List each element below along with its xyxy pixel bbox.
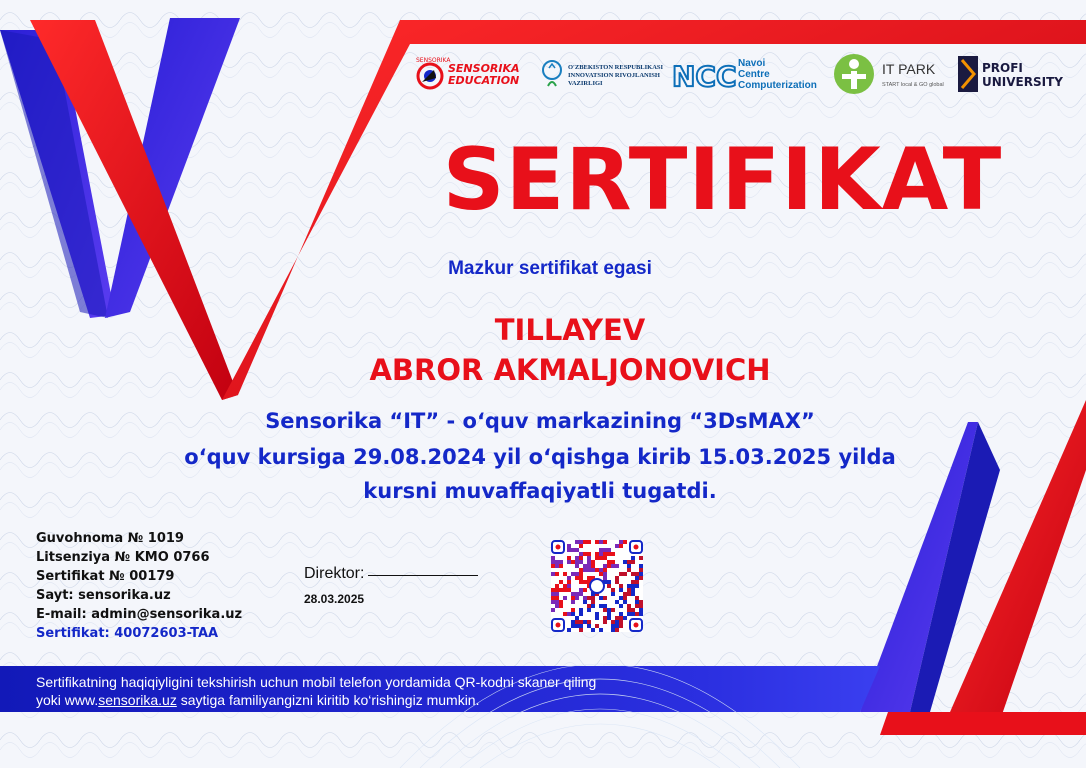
- it-park-tagline: START local & GO global: [882, 82, 944, 88]
- qr-module: [583, 600, 587, 604]
- qr-module: [571, 560, 575, 564]
- qr-finder-dot: [556, 545, 561, 550]
- qr-module: [555, 600, 559, 604]
- qr-module: [551, 592, 555, 596]
- qr-module: [599, 596, 603, 600]
- qr-module: [587, 552, 591, 556]
- qr-module: [583, 580, 587, 584]
- qr-module: [571, 572, 575, 576]
- qr-module: [567, 612, 571, 616]
- qr-module: [623, 560, 627, 564]
- qr-module: [639, 564, 643, 568]
- qr-module: [603, 572, 607, 576]
- qr-module: [627, 592, 631, 596]
- qr-module: [571, 612, 575, 616]
- it-park-logo: [834, 52, 952, 96]
- qr-module: [555, 584, 559, 588]
- qr-module: [599, 604, 603, 608]
- qr-module: [583, 552, 587, 556]
- ncc-line2: Centre: [738, 69, 770, 80]
- body-line-2: o‘quv kursiga 29.08.2024 yil o‘qishga kirib 15.03.2025 yilda: [184, 445, 896, 469]
- qr-module: [599, 628, 603, 632]
- qr-module: [591, 628, 595, 632]
- qr-module: [607, 580, 611, 584]
- qr-module: [631, 592, 635, 596]
- qr-module: [591, 604, 595, 608]
- qr-module: [591, 568, 595, 572]
- partner-logos: [412, 52, 1082, 96]
- website-text: Sayt: sensorika.uz: [36, 588, 171, 603]
- qr-module: [639, 612, 643, 616]
- qr-module: [579, 592, 583, 596]
- qr-module: [623, 540, 627, 544]
- qr-module: [575, 624, 579, 628]
- guvohnoma-text: Guvohnoma № 1019: [36, 531, 184, 546]
- qr-module: [567, 576, 571, 580]
- qr-module: [639, 576, 643, 580]
- sensorika-line2: EDUCATION: [448, 74, 520, 87]
- qr-module: [611, 608, 615, 612]
- ministry-line2: INNOVATSION RIVOJLANISH: [568, 72, 660, 79]
- qr-module: [579, 572, 583, 576]
- qr-module: [603, 596, 607, 600]
- qr-module: [571, 596, 575, 600]
- litsenziya-text: Litsenziya № KMO 0766: [36, 550, 210, 565]
- qr-module: [579, 556, 583, 560]
- qr-module: [599, 548, 603, 552]
- qr-module: [603, 548, 607, 552]
- qr-module: [575, 560, 579, 564]
- qr-module: [607, 612, 611, 616]
- qr-module: [559, 560, 563, 564]
- qr-module: [615, 624, 619, 628]
- qr-module: [555, 572, 559, 576]
- qr-module: [583, 596, 587, 600]
- qr-module: [563, 584, 567, 588]
- qr-module: [579, 544, 583, 548]
- ministry-line3: VAZIRLIGI: [568, 80, 603, 87]
- qr-module: [559, 604, 563, 608]
- qr-module: [591, 560, 595, 564]
- qr-module: [603, 616, 607, 620]
- qr-module: [615, 600, 619, 604]
- qr-finder-dot: [634, 545, 639, 550]
- qr-module: [559, 588, 563, 592]
- qr-module: [611, 592, 615, 596]
- qr-module: [611, 624, 615, 628]
- qr-module: [623, 616, 627, 620]
- qr-module: [583, 540, 587, 544]
- qr-module: [615, 628, 619, 632]
- qr-module: [619, 604, 623, 608]
- qr-module: [603, 564, 607, 568]
- qr-module: [579, 580, 583, 584]
- qr-module: [639, 568, 643, 572]
- qr-module: [599, 540, 603, 544]
- qr-module: [631, 588, 635, 592]
- qr-module: [571, 600, 575, 604]
- qr-module: [631, 612, 635, 616]
- qr-module: [587, 568, 591, 572]
- qr-module: [639, 572, 643, 576]
- qr-module: [631, 572, 635, 576]
- qr-module: [623, 600, 627, 604]
- qr-center-logo: [590, 579, 604, 593]
- qr-module: [551, 564, 555, 568]
- qr-module: [571, 592, 575, 596]
- qr-module: [599, 552, 603, 556]
- qr-module: [571, 548, 575, 552]
- qr-module: [603, 540, 607, 544]
- it-park-title: IT PARK: [882, 61, 936, 77]
- qr-module: [567, 556, 571, 560]
- qr-module: [575, 620, 579, 624]
- qr-module: [567, 544, 571, 548]
- it-park-emblem-icon: [834, 52, 952, 96]
- qr-module: [635, 576, 639, 580]
- body-line-3: kursni muvaffaqiyatli tugatdi.: [363, 479, 717, 503]
- qr-module: [627, 588, 631, 592]
- qr-module: [615, 576, 619, 580]
- qr-module: [615, 616, 619, 620]
- qr-module: [627, 608, 631, 612]
- qr-module: [603, 568, 607, 572]
- qr-module: [603, 552, 607, 556]
- sensorika-logo: [412, 52, 532, 96]
- qr-module: [551, 600, 555, 604]
- qr-module: [603, 604, 607, 608]
- qr-module: [607, 548, 611, 552]
- qr-module: [579, 588, 583, 592]
- qr-module: [591, 596, 595, 600]
- qr-module: [631, 580, 635, 584]
- qr-module: [575, 548, 579, 552]
- qr-module: [623, 592, 627, 596]
- signature-line: [368, 575, 478, 576]
- footer-website-link[interactable]: sensorika.uz: [98, 692, 177, 708]
- qr-module: [599, 568, 603, 572]
- qr-module: [567, 560, 571, 564]
- ncc-mark: NCC: [672, 60, 737, 93]
- qr-module: [587, 576, 591, 580]
- qr-module: [619, 596, 623, 600]
- issue-date: 28.03.2025: [304, 592, 365, 606]
- qr-module: [579, 540, 583, 544]
- qr-module: [603, 608, 607, 612]
- ncc-line1: Navoi: [738, 58, 766, 69]
- qr-module: [619, 620, 623, 624]
- qr-module: [579, 628, 583, 632]
- qr-module: [615, 564, 619, 568]
- qr-module: [619, 616, 623, 620]
- ministry-logo: [538, 52, 668, 96]
- qr-module: [583, 568, 587, 572]
- qr-module: [595, 540, 599, 544]
- qr-module: [555, 564, 559, 568]
- qr-module: [599, 572, 603, 576]
- qr-module: [567, 588, 571, 592]
- sensorika-emblem-icon: [412, 52, 532, 96]
- qr-module: [551, 572, 555, 576]
- qr-module: [591, 600, 595, 604]
- qr-module: [635, 600, 639, 604]
- qr-module: [631, 584, 635, 588]
- qr-module: [595, 616, 599, 620]
- qr-module: [611, 560, 615, 564]
- qr-module: [631, 560, 635, 564]
- profi-university-logo: [958, 52, 1082, 96]
- qr-module: [639, 556, 643, 560]
- sertifikat-number: Sertifikat № 00179: [36, 569, 175, 584]
- holder-surname: TILLAYEV: [494, 313, 646, 347]
- footer-line-1: Sertifikatning haqiqiyligini tekshirish uchun mobil telefon yordamida QR-kodni skaner qiling: [36, 674, 597, 690]
- qr-module: [627, 612, 631, 616]
- qr-module: [587, 624, 591, 628]
- qr-module: [583, 564, 587, 568]
- qr-module: [575, 592, 579, 596]
- qr-module: [635, 580, 639, 584]
- qr-module: [587, 556, 591, 560]
- qr-module: [567, 548, 571, 552]
- qr-module: [563, 612, 567, 616]
- qr-module: [635, 596, 639, 600]
- qr-module: [599, 556, 603, 560]
- qr-module: [595, 568, 599, 572]
- footer-suffix: saytiga familiyangizni kiritib ko‘rishingiz mumkin.: [176, 692, 480, 708]
- sertifikat-code: Sertifikat: 40072603-TAA: [36, 626, 219, 641]
- qr-module: [555, 596, 559, 600]
- qr-module: [551, 588, 555, 592]
- qr-module: [555, 604, 559, 608]
- qr-module: [635, 572, 639, 576]
- footer-prefix: yoki www.: [36, 692, 99, 708]
- qr-module: [603, 620, 607, 624]
- ncc-emblem-icon: [672, 52, 830, 96]
- qr-module: [627, 564, 631, 568]
- qr-module: [587, 620, 591, 624]
- qr-module: [579, 552, 583, 556]
- qr-module: [635, 612, 639, 616]
- qr-module: [587, 608, 591, 612]
- qr-module: [595, 556, 599, 560]
- sensorika-line1: SENSORIKA: [448, 62, 520, 75]
- qr-finder-dot: [634, 623, 639, 628]
- qr-module: [639, 608, 643, 612]
- qr-module: [627, 568, 631, 572]
- qr-module: [619, 624, 623, 628]
- qr-module: [611, 628, 615, 632]
- qr-module: [563, 596, 567, 600]
- qr-module: [591, 564, 595, 568]
- qr-module: [571, 620, 575, 624]
- qr-module: [615, 620, 619, 624]
- qr-module: [603, 556, 607, 560]
- qr-module: [623, 572, 627, 576]
- qr-module: [619, 584, 623, 588]
- qr-module: [603, 576, 607, 580]
- body-line-1: Sensorika “IT” - o‘quv markazining “3DsMAX”: [265, 409, 815, 433]
- ministry-emblem-icon: [538, 52, 668, 96]
- footer-line-2: [36, 691, 479, 709]
- qr-module: [611, 552, 615, 556]
- qr-module: [619, 588, 623, 592]
- ncc-line3: Computerization: [738, 80, 817, 91]
- intro-text: Mazkur sertifikat egasi: [448, 258, 652, 279]
- qr-module: [607, 564, 611, 568]
- qr-module: [639, 600, 643, 604]
- qr-module: [631, 556, 635, 560]
- qr-module: [623, 596, 627, 600]
- profi-line2: UNIVERSITY: [982, 75, 1063, 89]
- qr-module: [551, 556, 555, 560]
- qr-module: [555, 592, 559, 596]
- director-label: Direktor:: [304, 565, 365, 582]
- qr-module: [567, 584, 571, 588]
- qr-module: [551, 596, 555, 600]
- profi-line1: PROFI: [982, 61, 1023, 75]
- qr-module: [571, 624, 575, 628]
- qr-module: [575, 576, 579, 580]
- qr-module: [607, 560, 611, 564]
- qr-module: [579, 576, 583, 580]
- qr-module: [611, 564, 615, 568]
- qr-module: [579, 560, 583, 564]
- qr-module: [575, 564, 579, 568]
- qr-module: [575, 596, 579, 600]
- qr-module: [587, 604, 591, 608]
- qr-module: [555, 560, 559, 564]
- qr-module: [627, 584, 631, 588]
- qr-module: [607, 584, 611, 588]
- qr-module: [631, 608, 635, 612]
- qr-module: [551, 560, 555, 564]
- sensorika-arc: SENSORIKA: [416, 57, 451, 64]
- qr-module: [579, 608, 583, 612]
- qr-module: [607, 616, 611, 620]
- ministry-line1: O'ZBEKISTON RESPUBLIKASI: [568, 64, 664, 71]
- qr-module: [559, 564, 563, 568]
- qr-code[interactable]: [551, 540, 643, 632]
- qr-module: [567, 580, 571, 584]
- qr-module: [587, 560, 591, 564]
- qr-module: [639, 604, 643, 608]
- qr-module: [567, 628, 571, 632]
- qr-module: [587, 540, 591, 544]
- qr-module: [619, 612, 623, 616]
- qr-module: [587, 596, 591, 600]
- qr-module: [583, 588, 587, 592]
- qr-module: [563, 588, 567, 592]
- ncc-logo: [672, 52, 830, 96]
- qr-module: [575, 616, 579, 620]
- qr-module: [579, 624, 583, 628]
- qr-module: [595, 552, 599, 556]
- qr-module: [559, 580, 563, 584]
- qr-module: [615, 544, 619, 548]
- qr-module: [575, 572, 579, 576]
- qr-module: [555, 588, 559, 592]
- profi-emblem-icon: [958, 52, 1082, 96]
- qr-module: [571, 608, 575, 612]
- qr-module: [627, 604, 631, 608]
- qr-module: [563, 572, 567, 576]
- qr-module: [579, 620, 583, 624]
- qr-module: [607, 608, 611, 612]
- qr-module: [587, 564, 591, 568]
- qr-module: [595, 612, 599, 616]
- qr-module: [551, 608, 555, 612]
- qr-module: [575, 556, 579, 560]
- qr-module: [635, 604, 639, 608]
- email-text: E-mail: admin@sensorika.uz: [36, 607, 243, 622]
- qr-module: [611, 620, 615, 624]
- qr-module: [559, 600, 563, 604]
- qr-module: [619, 572, 623, 576]
- director-signature: [304, 565, 478, 583]
- qr-module: [583, 620, 587, 624]
- certificate-title: SERTIFIKAT: [442, 130, 1003, 230]
- qr-module: [627, 560, 631, 564]
- qr-module: [635, 584, 639, 588]
- qr-finder-dot: [556, 623, 561, 628]
- qr-module: [611, 588, 615, 592]
- qr-module: [607, 552, 611, 556]
- qr-module: [579, 568, 583, 572]
- qr-module: [579, 612, 583, 616]
- holder-name: ABROR AKMALJONOVICH: [369, 353, 771, 387]
- qr-module: [619, 544, 623, 548]
- qr-module: [575, 540, 579, 544]
- qr-module: [595, 624, 599, 628]
- qr-module: [619, 540, 623, 544]
- qr-module: [615, 580, 619, 584]
